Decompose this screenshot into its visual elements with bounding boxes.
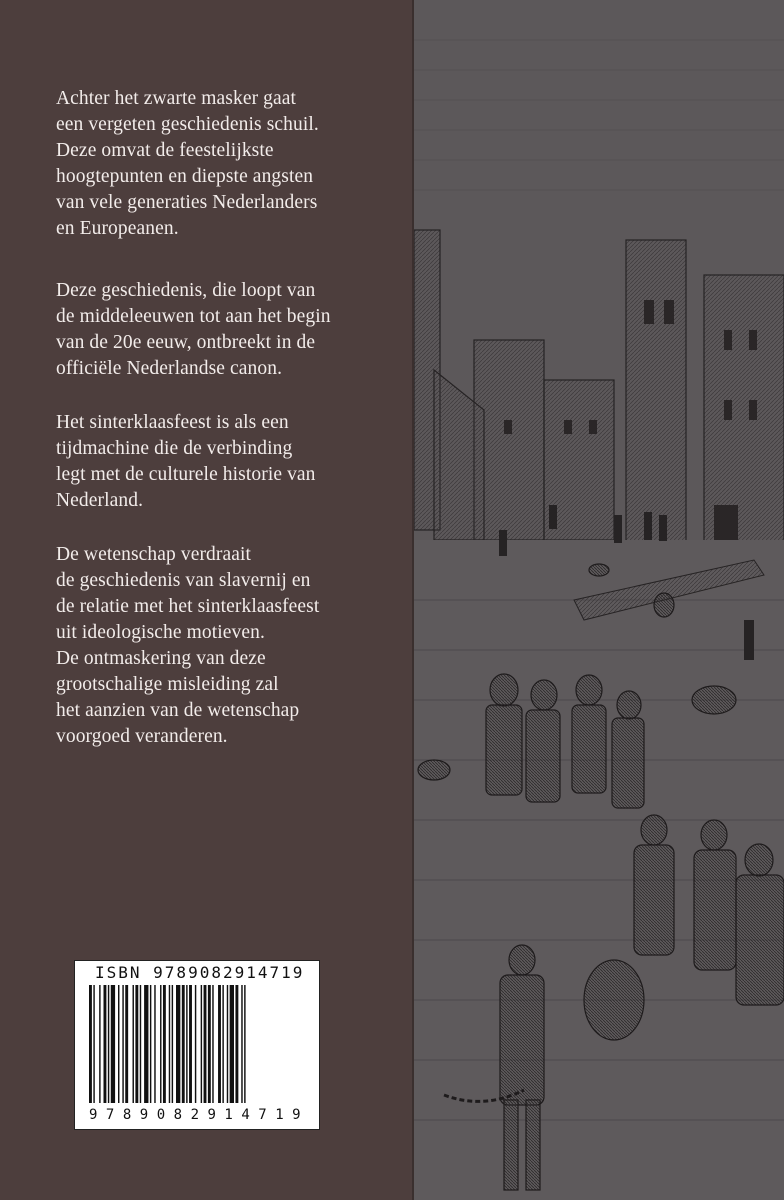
paragraph-4	[56, 542, 396, 750]
engraving-illustration	[414, 0, 784, 1200]
text-line: hoogtepunten en diepste angsten	[56, 166, 314, 187]
barcode-bar	[204, 985, 207, 1103]
text-line: het aanzien van de wetenschap	[56, 700, 300, 721]
barcode-bar	[93, 985, 94, 1103]
barcode-bar	[160, 985, 161, 1103]
text-line: van vele generaties Nederlanders	[56, 192, 318, 213]
barcode-bar	[235, 985, 238, 1103]
barcode-bar	[111, 985, 115, 1103]
barcode-bar	[176, 985, 180, 1103]
barcode-bar	[169, 985, 170, 1103]
text-line: legt met de culturele historie van	[56, 464, 316, 485]
text-line: grootschalige misleiding zal	[56, 674, 279, 695]
text-line: Nederland.	[56, 490, 144, 511]
text-line: officiële Nederlandse canon.	[56, 358, 283, 379]
barcode-bar	[186, 985, 187, 1103]
text-line: Deze omvat de feestelijkste	[56, 140, 274, 161]
text-line: Achter het zwarte masker gaat	[56, 88, 297, 109]
barcode-bar	[172, 985, 173, 1103]
barcode-bar	[154, 985, 155, 1103]
text-line: de geschiedenis van slavernij en	[56, 570, 311, 591]
barcode-bar	[222, 985, 223, 1103]
text-line: De wetenschap verdraait	[56, 544, 252, 565]
text-line: De ontmaskering van deze	[56, 648, 266, 669]
barcode-bar	[99, 985, 100, 1103]
barcode-bar	[212, 985, 213, 1103]
paragraph-2	[56, 278, 396, 382]
barcode-bar	[122, 985, 123, 1103]
text-line: tijdmachine die de verbinding	[56, 438, 293, 459]
text-line: van de 20e eeuw, ontbreekt in de	[56, 332, 316, 353]
barcode-bar	[89, 985, 92, 1103]
engraving-city-scene-icon	[414, 0, 784, 1200]
paragraph-3	[56, 410, 396, 514]
text-line: Deze geschiedenis, die loopt van	[56, 280, 316, 301]
text-line: de relatie met het sinterklaasfeest	[56, 596, 320, 617]
barcode-bar	[108, 985, 109, 1103]
barcode-bar	[230, 985, 234, 1103]
barcode-bar	[104, 985, 107, 1103]
barcode-bar	[163, 985, 166, 1103]
barcode-bar	[218, 985, 221, 1103]
text-line: uit ideologische motieven.	[56, 622, 265, 643]
barcode-bar	[227, 985, 228, 1103]
barcode-bar	[195, 985, 196, 1103]
barcode-bar	[118, 985, 119, 1103]
barcode-digits: 9789082914719	[89, 1107, 310, 1123]
barcode-icon	[89, 985, 305, 1103]
barcode-bar	[135, 985, 138, 1103]
text-line: voorgoed veranderen.	[56, 726, 228, 747]
barcode-bar	[208, 985, 211, 1103]
paragraph-1	[56, 86, 396, 242]
barcode-bar	[182, 985, 185, 1103]
isbn-label: ISBN 9789082914719	[95, 963, 305, 982]
isbn-barcode	[74, 960, 320, 1130]
barcode-bar	[140, 985, 141, 1103]
barcode-bar	[144, 985, 148, 1103]
barcode-bar	[125, 985, 128, 1103]
barcode-bar	[189, 985, 192, 1103]
text-line: de middeleeuwen tot aan het begin	[56, 306, 331, 327]
barcode-bar	[241, 985, 242, 1103]
text-line: Het sinterklaasfeest is als een	[56, 412, 289, 433]
text-line: een vergeten geschiedenis schuil.	[56, 114, 319, 135]
barcode-bar	[150, 985, 151, 1103]
barcode-bar	[244, 985, 245, 1103]
text-line: en Europeanen.	[56, 218, 179, 239]
barcode-bar	[201, 985, 202, 1103]
barcode-bar	[133, 985, 134, 1103]
